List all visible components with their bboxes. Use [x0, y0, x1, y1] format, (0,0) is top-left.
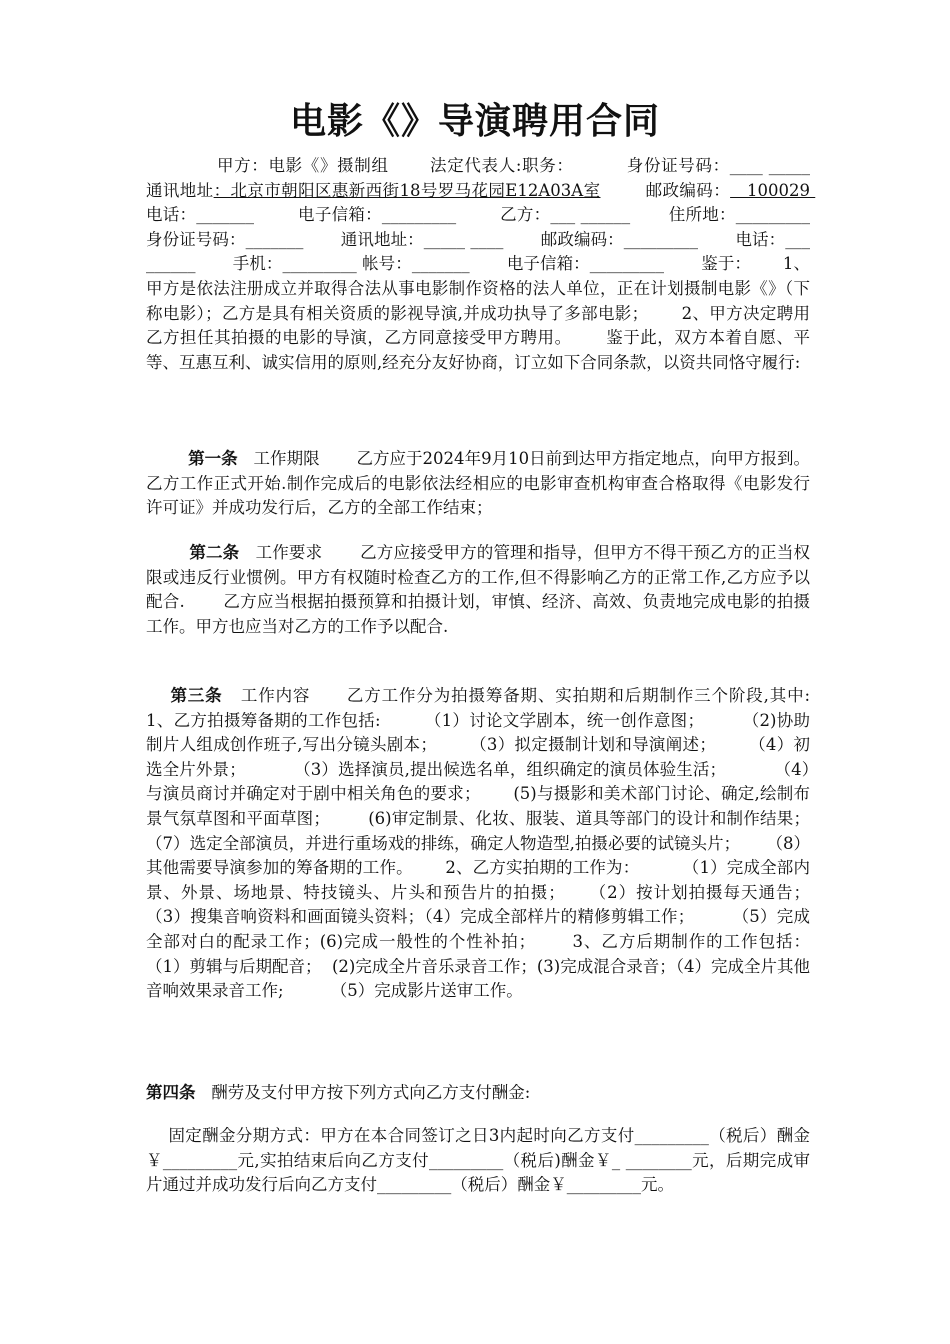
intro-postcode: 100029 — [730, 180, 816, 200]
article-4-text: 酬劳及支付甲方按下列方式向乙方支付酬金: — [195, 1083, 531, 1102]
article-3-heading: 第三条 — [170, 686, 223, 705]
article-4-heading: 第四条 — [146, 1083, 196, 1102]
article-2-heading: 第二条 — [189, 543, 240, 562]
intro-parties-text: 甲方：电影《》摄制组 法定代表人:职务： 身份证号码：____ _____ 通讯地址 — [146, 156, 852, 200]
contract-title: 电影《》导演聘用合同 — [289, 100, 660, 142]
article-1-heading: 第一条 — [188, 449, 238, 468]
article-4 — [146, 1081, 810, 1106]
article-1-text: 工作期限 乙方应于2024年9月10日前到达甲方指定地点，向甲方报到。乙方工作正式开始.制作完成后的电影依法经相应的电影审查机构审查合格取得《电影发行许可证》并成功发行后，乙方的全部工作结束； — [146, 449, 811, 518]
article-3 — [146, 684, 858, 1004]
intro-postcode-label: 邮政编码： — [600, 180, 731, 200]
intro-rest-text: 电话：_______ 电子信箱：_________ 乙方：___ ______ 住所地：_________ 身份证号码：_______ 通讯地址：_____ ____ 邮政编码：_________ 电话：_________ 手机：_________ 帐号：_______ 电子信箱：_________ 鉴于： 1、甲方是依法注册成立并取得合法从事电影制作资格的法人单位，正在计划摄制电影《》（下称电影）；乙方是具有相关资质的影视导演,并成功执导了多部电影； 2、甲方决定聘用乙方担任其拍摄的电影的导演，乙方同意接受甲方聘用。 鉴于此，双方本着自愿、平等、互惠互利、诚实信用的原则,经充分友好协商，订立如下合同条款，以资共同恪守履行: — [146, 180, 847, 372]
intro-paragraph — [146, 154, 852, 375]
article-1 — [146, 447, 810, 521]
article-2-text: 工作要求 乙方应接受甲方的管理和指导，但甲方不得干预乙方的正当权限或违反行业惯例。甲方有权随时检查乙方的工作,但不得影响乙方的正常工作,乙方应予以配合. 乙方应当根据拍摄预算和拍摄计划，审慎、经济、高效、负责地完成电影的拍摄工作。甲方也应当对乙方的工作予以配合. — [146, 543, 811, 636]
intro-address: ：北京市朝阳区惠新西街18号罗马花园E12A03A室 — [213, 180, 601, 200]
article-3-text: 工作内容 乙方工作分为拍摄筹备期、实拍期和后期制作三个阶段,其中: 1、乙方拍摄筹备期的工作包括: （1）讨论文学剧本，统一创作意图； （2)协助制片人组成创作班子,写出分镜头剧本； （3）拟定摄制计划和导演阐述； （4）初选全片外景； （3）选择演员,提出候选名单，组织确定的演员体验生活； （4）与演员商讨并确定对于剧中相关角色的要求； (5)与摄影和美术部门讨论、确定,绘制布景气氛草图和平面草图； (6)审定制景、化妆、服装、道具等部门的设计和制作结果；（7）选定全部演员，并进行重场戏的排练，确定人物造型,拍摄必要的试镜头片； （8）其他需要导演参加的筹备期的工作。 2、乙方实拍期的工作为： （1）完成全部内景、外景、场地景、特技镜头、片头和预告片的拍摄； （2）按计划拍摄每天通告； （3）搜集音响资料和画面镜头资料；（4）完成全部样片的精修剪辑工作； （5）完成全部对白的配录工作；(6)完成一般性的个性补拍； 3、乙方后期制作的工作包括： （1）剪辑与后期配音； (2)完成全片音乐录音工作；(3)完成混合录音；（4）完成全片其他音响效果录音工作; （5）完成影片送审工作。 — [146, 686, 858, 1001]
article-2 — [146, 541, 810, 639]
payment-paragraph: 固定酬金分期方式：甲方在本合同签订之日3内起时向乙方支付_________（税后）酬金￥_________元,实拍结束后向乙方支付_________（税后)酬金￥_ ________元，后期完成审片通过并成功发行后向乙方支付_________（税后）酬金￥_________元。 — [146, 1126, 811, 1195]
